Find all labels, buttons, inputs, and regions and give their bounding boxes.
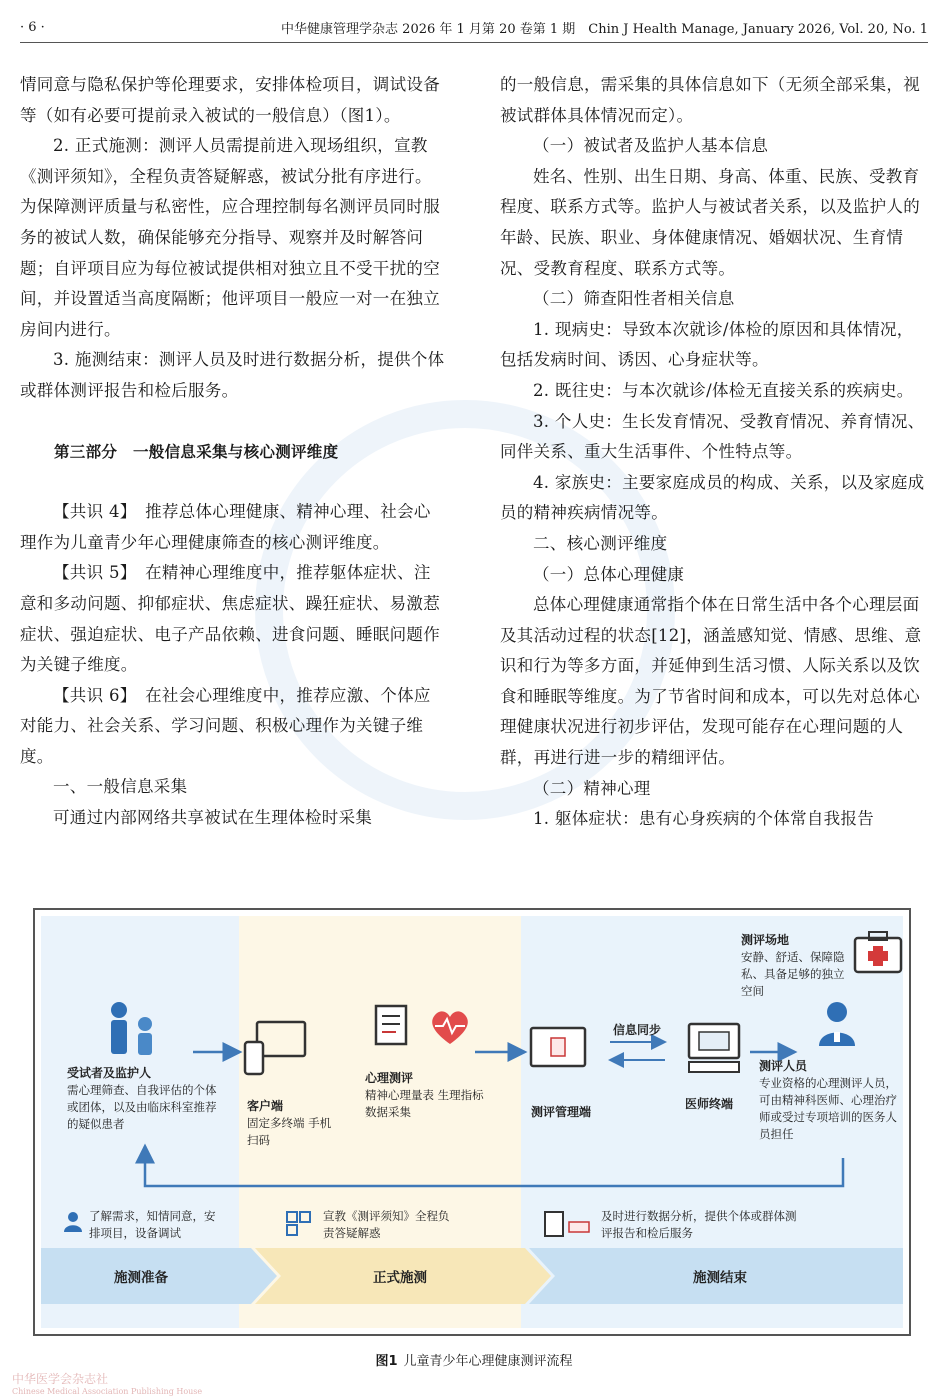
paragraph: 4. 家族史：主要家庭成员的构成、关系，以及家庭成员的精神疾病情况等。 [500, 472, 925, 523]
paragraph: 3. 施测结束：测评人员及时进行数据分析，提供个体或群体测评报告和检后服务。 [20, 350, 445, 400]
sync-label: 信息同步 [613, 1023, 662, 1037]
stage-preparation: 施测准备 [114, 1270, 168, 1286]
paragraph: 2. 既往史：与本次就诊/体检无直接关系的疾病史。 [533, 380, 914, 400]
management-terminal-icon [529, 1018, 587, 1074]
consensus-6: 【共识 6】 在社会心理维度中，推荐应激、个体应对能力、社会关系、学习问题、积极心理作为关键子维度。 [20, 685, 431, 766]
qr-code-icon [285, 1210, 313, 1236]
staff-label [759, 1058, 899, 1143]
paragraph: 1. 躯体症状：患有心身疾病的个体常自我报告 [533, 809, 875, 829]
users-icon [61, 1210, 85, 1234]
right-column [500, 70, 925, 835]
doctor-icon [815, 1000, 859, 1048]
subheading: （一）被试者及监护人基本信息 [533, 136, 769, 156]
figure-label: 图1 [375, 1354, 398, 1369]
mgmt-label: 测评管理端 [531, 1105, 592, 1119]
paragraph: 3. 个人史：生长发育情况、受教育情况、养育情况、同伴关系、重大生活事件、个性特点等。 [500, 411, 925, 462]
staff-desc: 专业资格的心理测评人员，可由精神科医师、心理治疗师或受过专项培训的医务人员担任 [759, 1076, 897, 1141]
heart-pulse-icon [427, 1006, 473, 1048]
stage-end: 施测结束 [693, 1270, 747, 1286]
subject-title: 受试者及监护人 [67, 1066, 152, 1080]
left-column [20, 70, 445, 834]
figure-caption [0, 1350, 948, 1369]
formal-desc: 宣教《测评须知》全程负责答疑解惑 [323, 1209, 450, 1240]
paragraph: 总体心理健康通常指个体在日常生活中各个心理层面及其活动过程的状态[12]，涵盖感知觉、情感、思维、意识和行为等多方面，并延伸到生活习惯、人际关系以及饮食和睡眠等维度。为了节省时间和成本，可以先对总体心理健康状况进行初步评估，发现可能存在心理问题的人群，再进行进一步的精细评估。 [500, 595, 922, 768]
site-title: 测评场地 [741, 933, 790, 947]
paragraph: 姓名、性别、出生日期、身高、体重、民族、受教育程度、联系方式等。监护人与被试者关系，以及监护人的年龄、民族、职业、身体健康情况、婚姻状况、生育情况、受教育程度、联系方式等。 [500, 166, 920, 278]
subject-desc: 需心理筛查、自我评估的个体或团体，以及由临床科室推荐的疑似患者 [67, 1083, 217, 1131]
client-title: 客户端 [247, 1099, 284, 1113]
eval-label [365, 1070, 485, 1121]
publisher-watermark [12, 1370, 202, 1396]
first-aid-kit-icon [853, 930, 905, 974]
publisher-name: 中华医学会杂志社 [12, 1372, 109, 1386]
family-icon [101, 1000, 171, 1060]
stage-formal: 正式施测 [373, 1270, 427, 1286]
subheading: （二）精神心理 [533, 778, 651, 798]
doctor-terminal-icon [685, 1022, 743, 1078]
paragraph: 1. 现病史：导致本次就诊/体检的原因和具体情况，包括发病时间、诱因、心身症状等。 [500, 319, 914, 370]
client-desc: 固定多终端 手机扫码 [247, 1116, 332, 1147]
subheading: 一、一般信息采集 [53, 777, 188, 797]
consensus-4: 【共识 4】 推荐总体心理健康、精神心理、社会心理作为儿童青少年心理健康筛查的核心测评维度。 [20, 502, 431, 552]
questionnaire-icon [370, 1002, 420, 1052]
figure-title: 儿童青少年心理健康测评流程 [403, 1354, 573, 1369]
eval-title: 心理测评 [365, 1071, 414, 1085]
page-number: · 6 · [20, 19, 45, 35]
end-desc: 及时进行数据分析，提供个体或群体测评报告和检后服务 [601, 1209, 797, 1240]
site-label [741, 932, 851, 1000]
journal-info: 中华健康管理学杂志 2026 年 1 月第 20 卷第 1 期 Chin J Health Manage, January 2026, Vol. 20, No. 1 [281, 21, 928, 37]
paragraph: 2. 正式施测：测评人员需提前进入现场组织，宣教《测评须知》，全程负责答疑解惑，被试分批有序进行。为保障测评质量与私密性，应合理控制每名测评员同时服务的被试人数，确保能够充分指导、观察并及时解答问题；自评项目应为每位被试提供相对独立且不受干扰的空间，并设置适当高度隔断；他评项目一般应一对一在独立房间内进行。 [20, 136, 440, 339]
report-icon [543, 1210, 593, 1238]
paragraph: 情同意与隐私保护等伦理要求，安排体检项目，调试设备等（如有必要可提前录入被试的一般信息）（图1）。 [20, 75, 440, 125]
publisher-name-en: Chinese Medical Association Publishing House [12, 1387, 203, 1396]
site-desc: 安静、舒适、保障隐私、具备足够的独立空间 [741, 950, 845, 998]
figure-1 [33, 908, 911, 1336]
staff-title: 测评人员 [759, 1059, 808, 1073]
paragraph: 可通过内部网络共享被试在生理体检时采集 [53, 808, 373, 828]
subheading: 二、核心测评维度 [533, 533, 668, 553]
consensus-5: 【共识 5】 在精神心理维度中，推荐躯体症状、注意和多动问题、抑郁症状、焦虑症状、躁狂症状、易激惹症状、强迫症状、电子产品依赖、进食问题、睡眠问题作为关键子维度。 [20, 563, 440, 675]
subheading: （一）总体心理健康 [533, 564, 685, 584]
paragraph: 的一般信息，需采集的具体信息如下（无须全部采集，视被试群体具体情况而定）。 [500, 75, 920, 125]
subject-label [67, 1065, 217, 1133]
multi-terminal-icon [243, 1018, 307, 1078]
doctor-terminal-label: 医师终端 [685, 1097, 734, 1111]
client-label [247, 1098, 337, 1149]
page-header [20, 12, 928, 43]
prep-desc: 了解需求，知情同意，安排项目，设备调试 [89, 1209, 216, 1240]
eval-desc: 精神心理量表 生理指标数据采集 [365, 1088, 484, 1119]
subheading: （二）筛查阳性者相关信息 [533, 289, 735, 309]
section-heading: 第三部分 一般信息采集与核心测评维度 [54, 442, 339, 461]
